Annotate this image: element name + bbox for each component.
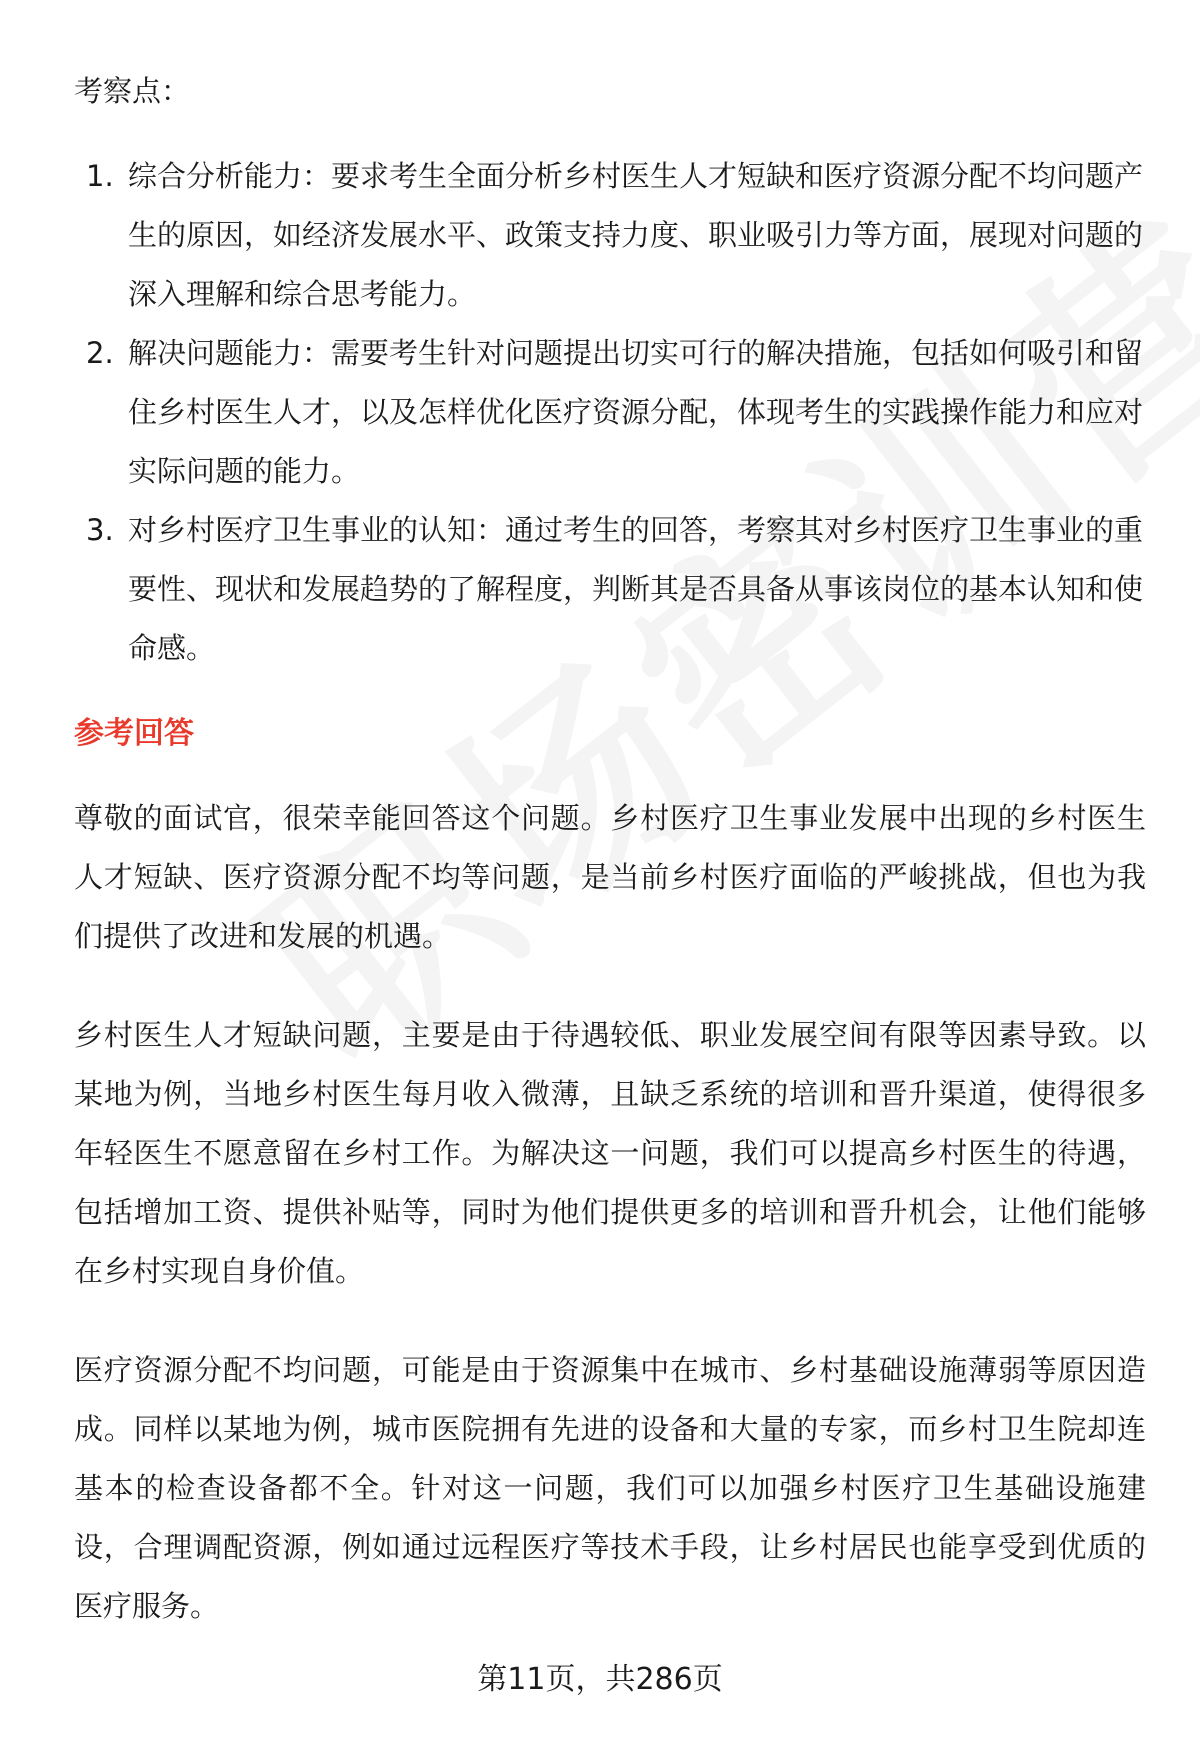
list-number: 2. <box>86 336 114 370</box>
list-number: 1. <box>86 159 114 193</box>
assessment-point-2 <box>74 324 1146 501</box>
list-item-text: 对乡村医疗卫生事业的认知：通过考生的回答，考察其对乡村医疗卫生事业的重要性、现状和发展趋势的了解程度，判断其是否具备从事该岗位的基本认知和使命感。 <box>128 513 1144 665</box>
assessment-point-3 <box>74 501 1146 678</box>
list-number: 3. <box>86 513 114 547</box>
list-item-text: 解决问题能力：需要考生针对问题提出切实可行的解决措施，包括如何吸引和留住乡村医生人才，以及怎样优化医疗资源分配，体现考生的实践操作能力和应对实际问题的能力。 <box>128 336 1144 488</box>
section-title: 考察点： <box>74 74 191 108</box>
document-content <box>74 62 1146 1676</box>
answer-paragraph-1: 尊敬的面试官，很荣幸能回答这个问题。乡村医疗卫生事业发展中出现的乡村医生人才短缺、医疗资源分配不均等问题，是当前乡村医疗面临的严峻挑战，但也为我们提供了改进和发展的机遇。 <box>74 801 1146 953</box>
assessment-point-1 <box>74 147 1146 324</box>
answer-paragraph-3: 医疗资源分配不均问题，可能是由于资源集中在城市、乡村基础设施薄弱等原因造成。同样以某地为例，城市医院拥有先进的设备和大量的专家，而乡村卫生院却连基本的检查设备都不全。针对这一问题，我们可以加强乡村医疗卫生基础设施建设，合理调配资源，例如通过远程医疗等技术手段，让乡村居民也能享受到优质的医疗服务。 <box>74 1353 1146 1623</box>
reference-answer-title: 参考回答 <box>74 716 194 751</box>
answer-paragraph-2: 乡村医生人才短缺问题，主要是由于待遇较低、职业发展空间有限等因素导致。以某地为例，当地乡村医生每月收入微薄，且缺乏系统的培训和晋升渠道，使得很多年轻医生不愿意留在乡村工作。为解决这一问题，我们可以提高乡村医生的待遇，包括增加工资、提供补贴等，同时为他们提供更多的培训和晋升机会，让他们能够在乡村实现自身价值。 <box>74 1018 1146 1288</box>
list-item-text: 综合分析能力：要求考生全面分析乡村医生人才短缺和医疗资源分配不均问题产生的原因，如经济发展水平、政策支持力度、职业吸引力等方面，展现对问题的深入理解和综合思考能力。 <box>128 159 1144 311</box>
assessment-points-list <box>74 147 1146 678</box>
page-number-footer: 第11页，共286页 <box>477 1662 723 1697</box>
